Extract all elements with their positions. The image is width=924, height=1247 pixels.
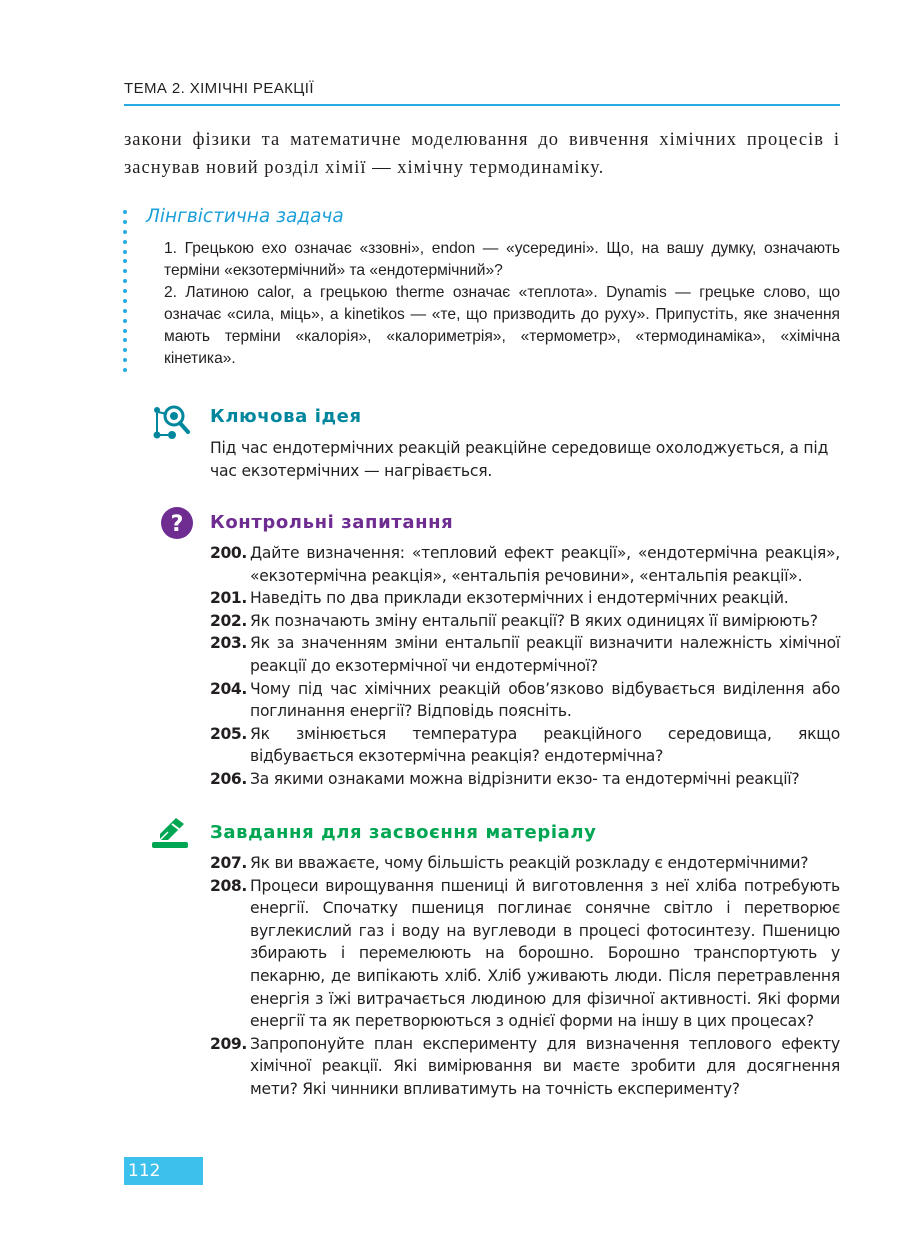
linguistic-item: 1. Грецькою exo означає «ззовні», endon — «усередині». Що, на вашу думку, означають терміни «екзотермічний» та «ендотермічний»? <box>164 240 840 279</box>
svg-text:?: ? <box>170 512 184 537</box>
question-text: За якими ознаками можна відрізнити екзо- та ендотермічні реакції? <box>250 769 800 788</box>
question-item <box>210 542 840 587</box>
running-header: ТЕМА 2. ХІМІЧНІ РЕАКЦІЇ <box>124 80 314 97</box>
header-rule <box>124 104 840 106</box>
page-number: 112 <box>124 1157 203 1185</box>
question-text: Дайте визначення: «тепловий ефект реакції», «ендотермічна реакція», «екзотермічна реакція», «ентальпія речовини», «ентальпія реакції». <box>250 544 840 585</box>
question-text: Як змінюється температура реакційного середовища, якщо відбувається екзотермічна реакція? ендотермічна? <box>250 724 840 766</box>
question-item <box>210 587 840 610</box>
task-item <box>210 875 840 1033</box>
tasks-list <box>210 852 840 1101</box>
key-idea-text: Під час ендотермічних реакцій реакційне середовище охолоджується, а під час екзотермічних — нагрівається. <box>210 439 829 480</box>
question-number: 206. <box>210 769 247 788</box>
question-text: Як позначають зміну ентальпії реакції? В яких одиницях її вимірюють? <box>250 611 818 630</box>
task-item <box>210 852 840 875</box>
intro-paragraph: закони фізики та математичне моделювання до вивчення хімічних процесів і заснував новий розділ хімії — хімічну термодинаміку. <box>124 130 840 178</box>
linguistic-dotted-marker <box>121 210 129 372</box>
pencil-writing-icon <box>150 816 192 852</box>
task-item <box>210 1033 840 1101</box>
question-text: Як за значенням зміни ентальпії реакції визначити належність хімічної реакції до екзотермічної чи ендотермічної? <box>250 634 840 675</box>
question-item <box>210 678 840 723</box>
question-mark-icon <box>160 506 194 540</box>
task-number: 207. <box>210 854 247 872</box>
linguistic-task-body <box>164 238 840 370</box>
question-item <box>210 768 840 791</box>
question-item <box>210 723 840 768</box>
question-item <box>210 632 840 677</box>
control-questions-list <box>210 542 840 791</box>
task-text: Процеси вирощування пшениці й виготовлення з неї хліба потребують енергії. Спочатку пшениця поглинає сонячне світло і перетворює вуглекислий газ і воду на вуглеводи в процесі фотосинтезу. Пшеницю збирають і перемелюють на борошно. Борошно транспортують у пекарню, де випікають хліб. Хліб уживають люди. Після перетравлення енергія з їжі витрачається людиною для фізичної активності. Які форми енергії та як перетворюються з однієї форми на іншу в цих процесах? <box>250 876 840 1031</box>
task-number: 208. <box>210 876 247 895</box>
tasks-title: Завдання для засвоєння матеріалу <box>210 822 597 843</box>
question-item <box>210 610 840 633</box>
question-number: 200. <box>210 544 247 562</box>
question-number: 201. <box>210 589 247 608</box>
question-number: 204. <box>210 679 247 698</box>
question-number: 203. <box>210 634 247 653</box>
linguistic-item: 2. Латиною calor, а грецькою therme означає «теплота». Dynamis — грецьке слово, що означає «сила, міць», а kinetikos — «те, що призводить до руху». Припустіть, яке значення мають терміни «калорія», «калориметрія», «термометр», «термодинаміка», «хімічна кінетика». <box>164 284 840 367</box>
question-number: 205. <box>210 724 247 743</box>
linguistic-task-title: Лінгвістична задача <box>146 206 344 227</box>
key-idea-title: Ключова ідея <box>210 406 362 427</box>
task-number: 209. <box>210 1034 247 1053</box>
control-questions-title: Контрольні запитання <box>210 512 454 533</box>
question-text: Наведіть по два приклади екзотермічних і ендотермічних реакцій. <box>250 589 789 608</box>
molecule-magnifier-icon <box>150 402 196 442</box>
question-text: Чому під час хімічних реакцій обов’язково відбувається виділення або поглинання енергії? Відповідь поясніть. <box>250 679 840 721</box>
task-text: Як ви вважаєте, чому більшість реакцій розкладу є ендотермічними? <box>250 854 809 872</box>
question-number: 202. <box>210 611 247 630</box>
task-text: Запропонуйте план експерименту для визначення теплового ефекту хімічної реакції. Які вимірювання ви маєте зробити для досягнення мети? Які чинники впливатимуть на точність експерименту? <box>250 1034 840 1098</box>
